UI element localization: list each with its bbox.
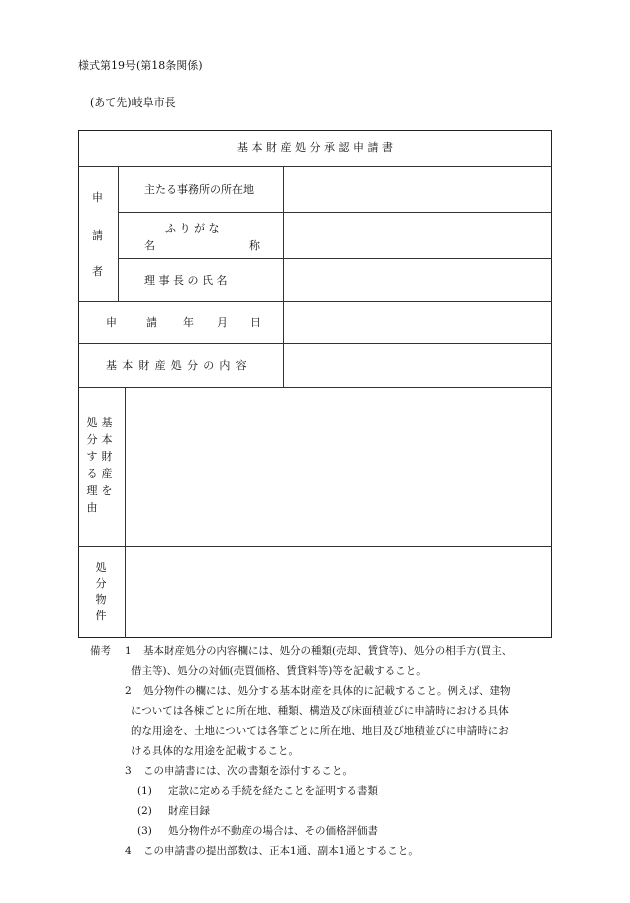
disposal-content-label: 基本財産処分の内容 [106,359,252,372]
name-label-left: 名 [144,239,155,252]
note-line: 3 この申請書には、次の書類を添付すること。 [125,765,353,777]
furigana-label: ふ り が な [165,222,220,235]
application-form-table [78,130,552,638]
chairman-name-label: 理 事 長 の 氏 名 [144,274,228,287]
office-address-label: 主たる事務所の所在地 [144,183,254,196]
reason-label-col2: 基 本 財 産 を [101,416,113,497]
addressee: (あて先)岐阜市長 [90,96,176,109]
reason-label-col1: 処 分 す る 理 由 [86,416,98,514]
applicant-label-3: 者 [92,265,103,278]
note-line: 的な用途を、土地については各筆ごとに所在地、地目及び地積並びに申請時にお [131,725,509,737]
date-label-2: 請 [146,316,157,329]
note-line: 1 基本財産処分の内容欄には、処分の種類(売却、賃貸等)、処分の相手方(買主、 [125,645,513,657]
note-line: 借主等)、処分の対価(売買価格、賃貸料等)等を記載すること。 [131,665,427,677]
applicant-label-1: 申 [92,191,103,204]
notes-list [0,641,630,861]
note-line: 2 処分物件の欄には、処分する基本財産を具体的に記載すること。例えば、建物 [125,685,511,697]
applicant-label-2: 請 [92,229,103,242]
notes-heading: 備考 [90,645,111,657]
note-line: ける具体的な用途を記載すること。 [131,745,299,757]
form-title: 基 本 財 産 処 分 承 認 申 請 書 [237,141,393,154]
form-number: 様式第19号(第18条関係) [78,59,203,72]
date-label-4: 月 [217,316,228,329]
date-label-5: 日 [250,316,261,329]
note-line: (1) 定款に定める手続を経たことを証明する書類 [137,785,378,797]
note-line: については各棟ごとに所在地、種類、構造及び床面積並びに申請時における具体 [131,705,509,717]
note-line: (2) 財産目録 [137,805,210,817]
date-label-1: 申 [106,316,117,329]
note-line: (3) 処分物件が不動産の場合は、その価格評価書 [137,825,378,837]
name-label-right: 称 [249,239,260,252]
note-line: 4 この申請書の提出部数は、正本1通、副本1通とすること。 [125,845,419,857]
date-label-3: 年 [183,316,194,329]
property-label: 処 分 物 件 [95,561,107,622]
